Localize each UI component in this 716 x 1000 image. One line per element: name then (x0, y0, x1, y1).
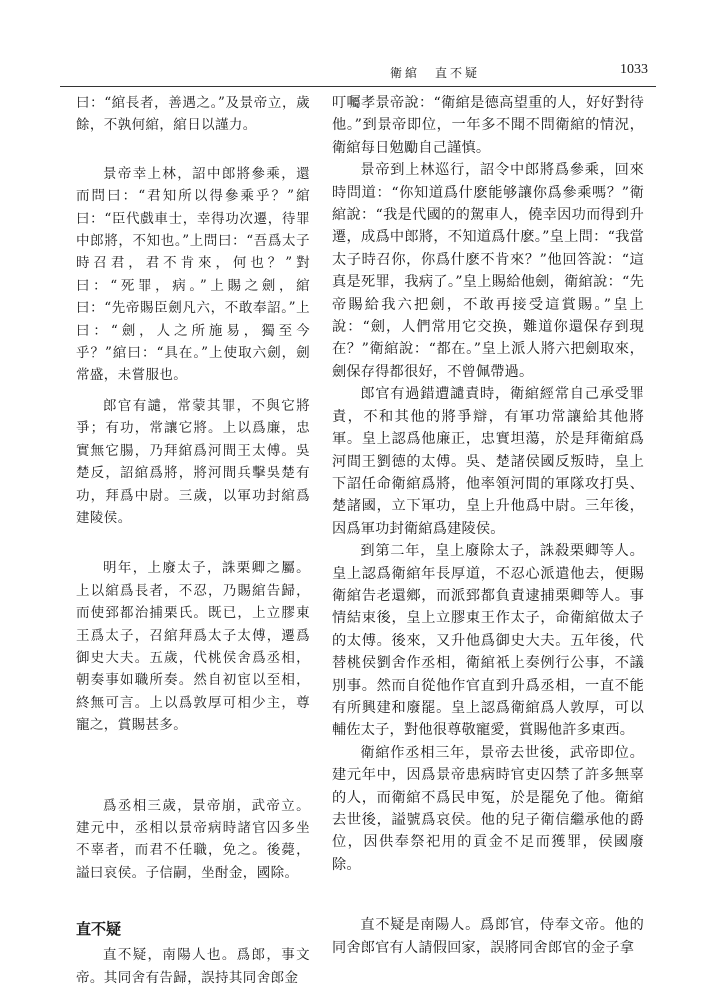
original-paragraph: 明年，上廢太子，誅栗卿之屬。上以綰爲長者，不忍，乃賜綰告歸，而使郅都治捕栗氏。既已，上立膠東王爲太子，召綰拜爲太子太傅，遷爲御史大夫。五歲，代桃侯舍爲丞相，朝奏事如職所奏。然自初宦以至相，終無可言。上以爲敦厚可相少主，尊寵之，賞賜甚多。 (76, 560, 310, 734)
translation-paragraph: 景帝到上林巡行，詔令中郎將爲參乘，回來時問道：“你知道爲什麽能够讓你爲參乘嗎？”衛綰說：“我是代國的的駕車人，僥幸因功而得到升遷，成爲中郎將，不知道爲什麽。”皇上問：“我當太子時召你，你爲什麽不肯來？”他回答說：“這真是死罪，我病了。”皇上賜給他劍，衛綰說：“先帝賜給我六把劍，不敢再接受這賞賜。”皇上說：“劍，人們常用它交换，難道你還保存到現在？”衛綰說：“都在。”皇上派人將六把劍取來，劍保存得都很好，不曾佩帶過。 (332, 162, 644, 380)
original-paragraph: 爲丞相三歲，景帝崩，武帝立。建元中，丞相以景帝病時諸官囚多坐不辜者，而君不任職，免之。後薨，謚曰哀侯。子信嗣，坐酎金，國除。 (76, 797, 310, 881)
original-paragraph: 郎官有譴，常蒙其罪，不與它將爭；有功，常讓它將。上以爲廉，忠實無它腸，乃拜綰爲河間王太傅。吳楚反，詔綰爲將，將河間兵擊吳楚有功，拜爲中尉。三歲，以軍功封綰爲建陵侯。 (76, 397, 310, 526)
paragraph-gap (76, 884, 310, 918)
original-paragraph: 直不疑，南陽人也。爲郎，事文帝。其同舍有告歸，誤持其同舍郎金 (76, 947, 310, 986)
translation-paragraph: 到第二年，皇上廢除太子，誅殺栗卿等人。皇上認爲衛綰年長厚道，不忍心派遣他去，便賜衛綰告老還鄉，而派郅都負責逮捕栗卿等人。事情結束後，皇上立膠東王作太子，命衛綰做太子的太傅。後來，又升他爲御史大夫。五年後，代替桃侯劉舍作丞相，衛綰衹上奏例行公事，不議別事。然而自從他作官直到升爲丞相，一直不能有所興建和廢罷。皇上認爲衛綰爲人敦厚，可以輔佐太子，對他很尊敬寵愛，賞賜他許多東西。 (332, 543, 644, 739)
header-rule (60, 86, 656, 87)
paragraph-gap (76, 137, 310, 163)
paragraph-gap (76, 529, 310, 557)
original-paragraph: 曰：“綰長者，善遇之。”及景帝立，歲餘，不孰何綰，綰日以謹力。 (76, 95, 310, 134)
paragraph-gap (76, 737, 310, 795)
translation-paragraph: 叮囑孝景帝說：“衛綰是德高望重的人，好好對待他。”到景帝即位，一年多不聞不問衛綰的情況，衛綰每日勉勵自己謹慎。 (332, 95, 644, 156)
running-title: 衛綰 直不疑 (390, 66, 481, 80)
translation-column (332, 92, 644, 959)
original-text-column (76, 92, 310, 989)
paragraph-gap (332, 876, 644, 914)
translation-paragraph: 郎官有過錯遭譴責時，衛綰經常自己承受罪責，不和其他的將爭辯，有軍功常讓給其他將軍。皇上認爲他廉正，忠實坦蕩，於是拜衛綰爲河間王劉德的太傅。吳、楚諸侯國反叛時，皇上下詔任命衛綰爲將，他率領河間的軍隊攻打吳、楚諸國，立下軍功，皇上升他爲中尉。三年後，因爲軍功封衛綰爲建陵侯。 (332, 386, 644, 537)
page-number: 1033 (620, 62, 648, 77)
page-header (60, 60, 656, 84)
translation-paragraph: 衛綰作丞相三年，景帝去世後，武帝即位。建元年中，因爲景帝患病時官吏囚禁了許多無辜的人，而衛綰不爲民申冤，於是罷免了他。衛綰去世後，謚號爲哀侯。他的兒子衛信繼承他的爵位，因供奉祭祀用的貢金不足而獲罪，侯國廢除。 (332, 744, 644, 873)
paragraph-gap (76, 387, 310, 395)
section-heading: 直不疑 (76, 920, 122, 939)
original-paragraph: 景帝幸上林，詔中郎將參乘，還而問曰：“君知所以得參乘乎？”綰曰：“臣代戲車士，幸得功次遷，待罪中郎將，不知也。”上問曰：“吾爲太子時召君，君不肯來，何也？”對曰：“死罪，病。”上賜之劍，綰曰：“先帝賜臣劍凡六，不敢奉詔。”上曰：“劍，人之所施易，獨至今乎？”綰曰：“具在。”上使取六劍，劍常盛，未嘗服也。 (76, 165, 310, 384)
translation-paragraph: 直不疑是南陽人。爲郎官，侍奉文帝。他的同舍郎官有人請假回家，誤將同舍郎官的金子拿 (332, 917, 644, 956)
